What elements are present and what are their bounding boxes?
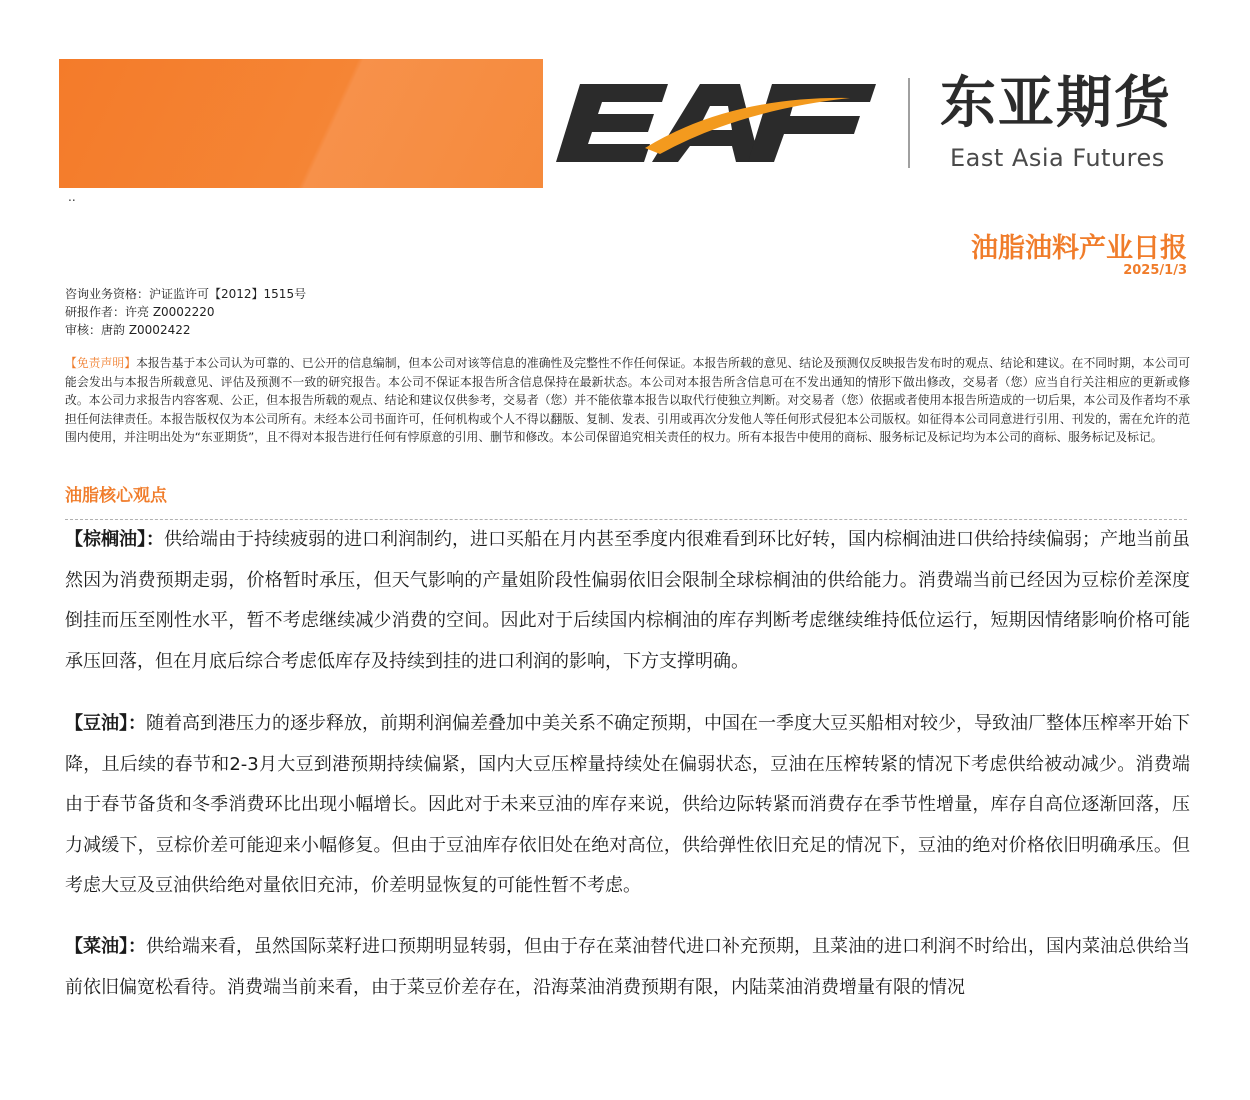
soybean-oil-paragraph [65,704,1190,907]
section-heading: 油脂核心观点 [65,486,167,506]
report-date: 2025/1/3 [1123,263,1187,278]
company-name-cn: 东亚期货 [940,71,1172,136]
report-meta [65,285,306,339]
header-dots: .. [68,190,76,204]
company-logo [550,70,1200,180]
logo-divider [908,78,910,168]
paragraph-text: 供给端由于持续疲弱的进口利润制约，进口买船在月内甚至季度内很难看到环比好转，国内棕榈油进口供给持续偏弱；产地当前虽然因为消费预期走弱，价格暂时承压，但天气影响的产量姐阶段性偏弱依旧会限制全球棕榈油的供给能力。消费端当前已经因为豆棕价差深度倒挂而压至刚性水平，暂不考虑继续减少消费的空间。因此对于后续国内棕榈油的库存判断考虑继续维持低位运行，短期因情绪影响价格可能承压回落，但在月底后综合考虑低库存及持续到挂的进口利润的影响，下方支撑明确。 [65,529,1190,672]
rapeseed-oil-paragraph [65,927,1190,1008]
reviewer-line: 审核：唐韵 Z0002422 [65,323,191,337]
company-name-en: East Asia Futures [950,144,1165,172]
paragraph-text: 随着高到港压力的逐步释放，前期利润偏差叠加中美关系不确定预期，中国在一季度大豆买船相对较少，导致油厂整体压榨率开始下降，且后续的春节和2-3月大豆到港预期持续偏紧，国内大豆压榨量持续处在偏弱状态，豆油在压榨转紧的情况下考虑供给被动减少。消费端由于春节备货和冬季消费环比出现小幅增长。因此对于未来豆油的库存来说，供给边际转紧而消费存在季节性增量，库存自高位逐渐回落，压力减缓下，豆棕价差可能迎来小幅修复。但由于豆油库存依旧处在绝对高位，供给弹性依旧充足的情况下，豆油的绝对价格依旧明确承压。但考虑大豆及豆油供给绝对量依旧充沛，价差明显恢复的可能性暂不考虑。 [65,713,1190,896]
disclaimer-tag: 【免责声明】 [65,356,137,370]
disclaimer [65,354,1190,447]
paragraph-lead: 【豆油】： [65,713,146,734]
report-title: 油脂油料产业日报 [971,233,1187,264]
qualification-line: 咨询业务资格：沪证监许可【2012】1515号 [65,287,307,301]
paragraph-text: 供给端来看，虽然国际菜籽进口预期明显转弱，但由于存在菜油替代进口补充预期，且菜油的进口利润不时给出，国内菜油总供给当前依旧偏宽松看待。消费端当前来看，由于菜豆价差存在，沿海菜油消费预期有限，内陆菜油消费增量有限的情况 [65,936,1190,998]
paragraph-lead: 【棕榈油】： [65,529,164,550]
palm-oil-paragraph [65,520,1190,682]
paragraph-lead: 【菜油】： [65,936,146,957]
author-line: 研报作者：许亮 Z0002220 [65,305,215,319]
eaf-logo-mark [550,76,885,171]
header-banner [59,59,543,188]
disclaimer-text: 本报告基于本公司认为可靠的、已公开的信息编制，但本公司对该等信息的准确性及完整性不作任何保证。本报告所载的意见、结论及预测仅反映报告发布时的观点、结论和建议。在不同时期，本公司可能会发出与本报告所载意见、评估及预测不一致的研究报告。本公司不保证本报告所含信息保持在最新状态。本公司对本报告所含信息可在不发出通知的情形下做出修改，交易者（您）应当自行关注相应的更新或修改。本公司力求报告内容客观、公正，但本报告所载的观点、结论和建议仅供参考，交易者（您）并不能依靠本报告以取代行使独立判断。对交易者（您）依据或者使用本报告所造成的一切后果，本公司及作者均不承担任何法律责任。本报告版权仅为本公司所有。未经本公司书面许可，任何机构或个人不得以翻版、复制、发表、引用或再次分发他人等任何形式侵犯本公司版权。如征得本公司同意进行引用、刊发的，需在允许的范围内使用，并注明出处为“东亚期货”，且不得对本报告进行任何有悖原意的引用、删节和修改。本公司保留追究相关责任的权力。所有本报告中使用的商标、服务标记及标记均为本公司的商标、服务标记及标记。 [65,356,1190,445]
